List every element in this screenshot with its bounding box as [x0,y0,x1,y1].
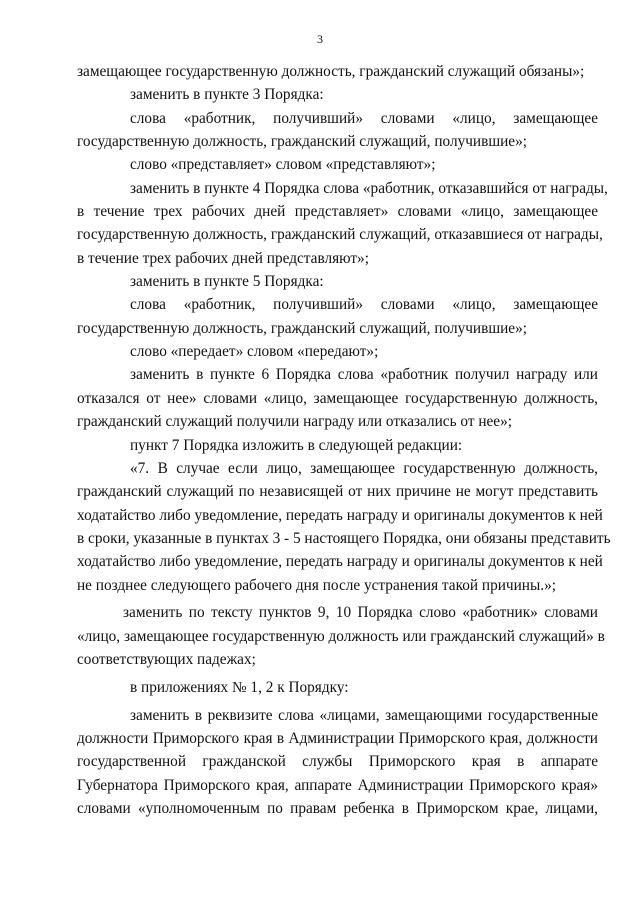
text-line: не позднее следующего рабочего дня после устранения такой причины.»; [77,576,556,594]
text-line: «лицо, замещающее государственную должность или гражданский служащий» в [77,627,605,645]
text-line: государственную должность, гражданский служащий, отказавшиеся от награды, [77,226,603,244]
text-line: отказался от нее» словами «лицо, замещающее государственную должность, [77,389,598,407]
text-line: в приложениях № 1, 2 к Порядку: [130,678,349,696]
text-line: заменить по тексту пунктов 9, 10 Порядка слово «работник» словами [123,604,598,622]
body-text [77,60,611,821]
text-line: государственную должность, гражданский служащий, получившие»; [77,319,527,337]
text-line: слова «работник, получивший» словами «лицо, замещающее [130,109,598,127]
text-line: замещающее государственную должность, гражданский служащий обязаны»; [77,63,585,80]
text-line: заменить в реквизите слова «лицами, замещающими государственные [130,706,598,724]
text-line: соответствующих падежах; [77,651,256,669]
text-line: заменить в пункте 6 Порядка слова «работник получил награду или [130,366,598,384]
text-line: слово «передает» словом «передают»; [130,343,379,361]
text-line: слово «представляет» словом «представляют»; [130,156,436,174]
text-line: заменить в пункте 4 Порядка слова «работник, отказавшийся от награды, [130,179,608,197]
text-line: слова «работник, получивший» словами «лицо, замещающее [130,296,598,314]
text-line: в течение трех рабочих дней представляет» словами «лицо, замещающее [77,203,598,221]
text-line: словами «уполномоченным по правам ребенка в Приморском крае, лицами, [77,800,598,818]
text-line: государственной гражданской службы Приморского края в аппарате [77,753,598,771]
text-line: государственную должность, гражданский служащий, получившие»; [77,133,527,151]
page-number: 3 [317,32,323,46]
text-line: в сроки, указанные в пунктах 3 - 5 настоящего Порядка, они обязаны представить [77,529,611,547]
text-line: гражданский служащий по независящей от них причине не могут представить [77,483,598,501]
text-line: ходатайство либо уведомление, передать награду и оригиналы документов к ней [77,553,603,571]
text-line: «7. В случае если лицо, замещающее государственную должность, [130,459,598,477]
text-line: должности Приморского края в Администрации Приморского края, должности [77,730,598,748]
text-line: Губернатора Приморского края, аппарате Администрации Приморского края» [77,776,598,794]
text-line: ходатайство либо уведомление, передать награду и оригиналы документов к ней [77,506,603,524]
text-line: пункт 7 Порядка изложить в следующей редакции: [130,436,463,454]
text-line: в течение трех рабочих дней представляют»; [77,249,369,267]
text-line: заменить в пункте 5 Порядка: [130,273,324,291]
text-line: заменить в пункте 3 Порядка: [130,86,324,104]
text-line: гражданский служащий получили награду или отказались от нее»; [77,413,512,431]
